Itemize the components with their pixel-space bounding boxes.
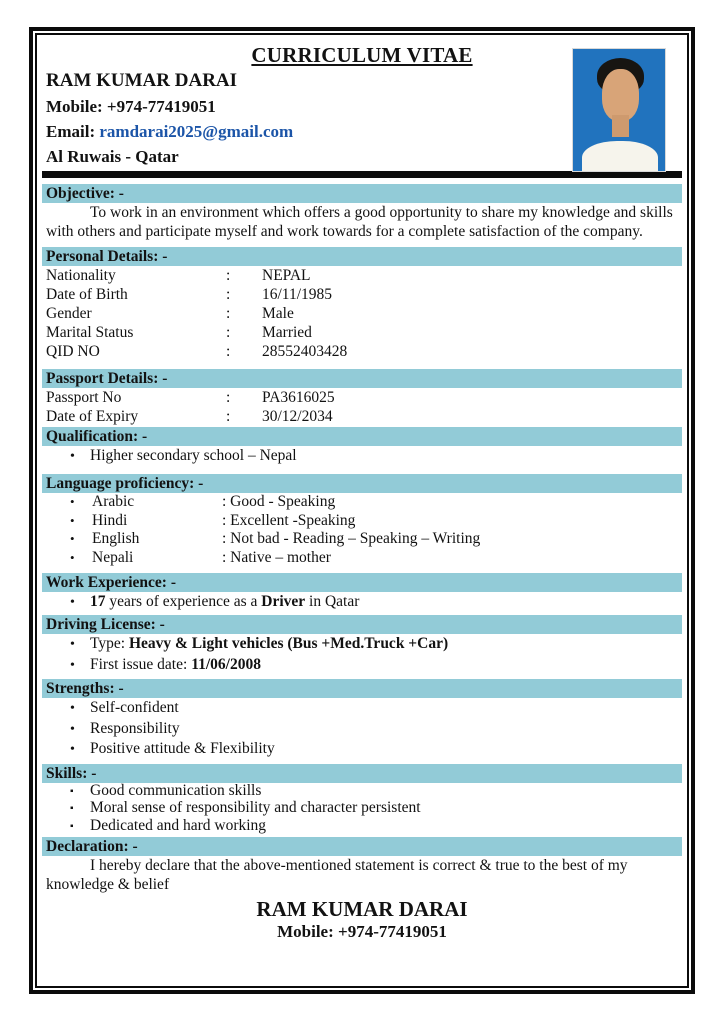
driving-label: First issue date: — [90, 656, 192, 673]
field-label: Passport No — [46, 389, 122, 406]
colon: : — [226, 324, 231, 341]
skill-item — [42, 818, 682, 836]
work-role: Driver — [261, 593, 306, 610]
applicant-name: RAM KUMAR DARAI — [46, 70, 238, 91]
field-value: PA3616025 — [262, 389, 335, 406]
mobile-value: +974-77419051 — [106, 97, 216, 116]
field-value: Married — [262, 324, 312, 341]
list-item-text: Responsibility — [90, 719, 180, 737]
language-name: Nepali — [92, 548, 134, 566]
section-heading-personal: Personal Details: - — [42, 247, 682, 266]
declaration-text: I hereby declare that the above-mentioned statement is correct & true to the best of my knowledge & belief — [46, 857, 628, 893]
driving-license-item — [42, 634, 682, 655]
list-item-text: Dedicated and hard working — [90, 816, 267, 834]
colon: : — [226, 305, 231, 322]
driving-license-item — [42, 655, 682, 676]
skill-item — [42, 800, 682, 818]
driving-value: 11/06/2008 — [191, 656, 261, 673]
section-heading-strengths: Strengths: - — [42, 679, 682, 698]
page-title: CURRICULUM VITAE — [251, 43, 473, 67]
field-label: QID NO — [46, 343, 100, 360]
signature-mobile: Mobile: +974-77419051 — [277, 922, 447, 941]
language-level: : Good - Speaking — [222, 493, 336, 510]
mobile-label: Mobile: — [46, 97, 107, 116]
field-label: Date of Expiry — [46, 408, 139, 425]
cv-page — [29, 27, 695, 994]
strength-item — [42, 719, 682, 740]
header-divider — [42, 171, 682, 178]
email-label: Email: — [46, 122, 100, 141]
field-value: 28552403428 — [262, 343, 348, 360]
square-bullet-icon: ▪ — [70, 803, 74, 814]
personal-row — [42, 266, 682, 285]
section-heading-declaration: Declaration: - — [42, 837, 682, 856]
cv-header — [42, 43, 682, 169]
bullet-icon: • — [70, 742, 75, 757]
square-bullet-icon: ▪ — [70, 785, 74, 797]
section-heading-qualification: Qualification: - — [42, 427, 682, 446]
strength-item — [42, 698, 682, 719]
colon: : — [226, 343, 231, 360]
passport-row — [42, 407, 682, 426]
field-value: Male — [262, 305, 294, 322]
language-row — [42, 512, 682, 531]
field-label: Gender — [46, 305, 92, 322]
field-label: Date of Birth — [46, 286, 128, 303]
language-name: English — [92, 530, 140, 547]
field-value: 16/11/1985 — [262, 286, 333, 303]
field-label: Marital Status — [46, 324, 134, 341]
work-experience-item — [42, 592, 682, 612]
list-item-text: Positive attitude & Flexibility — [90, 740, 275, 757]
language-row — [42, 549, 682, 568]
language-name: Hindi — [92, 511, 128, 529]
personal-row — [42, 323, 682, 342]
field-value: NEPAL — [262, 267, 311, 284]
language-row — [42, 493, 682, 512]
strength-item — [42, 739, 682, 760]
language-level: : Not bad - Reading – Speaking – Writing — [222, 530, 481, 547]
bullet-icon: • — [70, 701, 75, 716]
list-item-text: Self-confident — [90, 699, 179, 716]
bullet-icon: • — [70, 512, 75, 528]
section-heading-objective: Objective: - — [42, 184, 682, 203]
cv-page-inner — [35, 33, 689, 988]
personal-row — [42, 285, 682, 304]
bullet-icon: • — [70, 658, 75, 673]
bullet-icon: • — [70, 494, 75, 509]
bullet-icon: • — [70, 531, 75, 546]
bullet-icon: • — [70, 595, 75, 610]
signature-name: RAM KUMAR DARAI — [256, 897, 468, 921]
language-row — [42, 530, 682, 549]
square-bullet-icon: ▪ — [70, 820, 74, 832]
bullet-icon: • — [70, 549, 75, 565]
list-item-text: Higher secondary school – Nepal — [90, 447, 297, 464]
section-heading-passport: Passport Details: - — [42, 369, 682, 388]
email-link[interactable]: ramdarai2025@gmail.com — [99, 122, 294, 141]
bullet-icon: • — [70, 449, 75, 464]
bullet-icon: • — [70, 637, 75, 652]
section-heading-driving: Driving License: - — [42, 615, 682, 634]
photo-neck-shape — [612, 115, 629, 137]
list-item-text: Moral sense of responsibility and character persistent — [90, 799, 421, 816]
personal-row — [42, 304, 682, 323]
objective-text: To work in an environment which offers a good opportunity to share my knowledge and skills with others and participate myself and work towards for a complete satisfaction of the company. — [46, 204, 673, 240]
skill-item — [42, 783, 682, 801]
driving-value: Heavy & Light vehicles (Bus +Med.Truck +Car) — [128, 635, 449, 652]
driving-label: Type: — [90, 635, 129, 652]
qualification-item — [42, 446, 682, 466]
colon: : — [226, 389, 231, 406]
list-item-text: Good communication skills — [90, 781, 262, 799]
header-location: Al Ruwais - Qatar — [46, 147, 179, 166]
work-years: 17 — [90, 593, 106, 610]
applicant-photo — [572, 48, 666, 172]
field-value: 30/12/2034 — [262, 408, 333, 425]
passport-row — [42, 388, 682, 407]
colon: : — [226, 286, 231, 303]
field-label: Nationality — [46, 267, 116, 284]
photo-face-shape — [602, 69, 639, 121]
work-mid-text: years of experience as a — [105, 593, 262, 610]
language-level: : Excellent -Speaking — [222, 511, 356, 529]
colon: : — [226, 408, 231, 425]
photo-shirt-shape — [582, 141, 658, 172]
personal-row — [42, 342, 682, 361]
language-level: : Native – mother — [222, 548, 331, 566]
colon: : — [226, 267, 231, 284]
section-heading-work: Work Experience: - — [42, 573, 682, 592]
language-name: Arabic — [92, 493, 135, 510]
section-heading-skills: Skills: - — [42, 764, 682, 783]
bullet-icon: • — [70, 721, 75, 737]
work-tail-text: in Qatar — [305, 593, 360, 610]
section-heading-languages: Language proficiency: - — [42, 474, 682, 493]
